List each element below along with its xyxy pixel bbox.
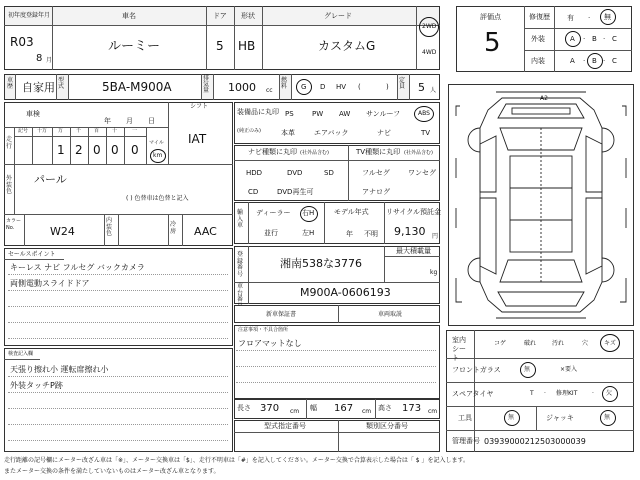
tools-value: 無 [508,414,515,421]
mileage-digit-1: 2 [75,143,83,157]
cooling-label: 冷房 [170,221,177,235]
spare-t: T [530,390,534,397]
interior-b: B [592,57,597,65]
displacement-value: 1000 [228,81,256,94]
spare-kit: 修理KIT [556,390,578,397]
tv-fullseg: フルセグ [362,169,390,177]
width-label: 幅 [310,404,317,412]
glass-none: 無 [524,366,531,373]
first-reg-label: 初年度登録年月 [8,12,51,19]
seat-label: 室内シート [452,336,466,363]
fuel-option-g: G [301,83,307,91]
registration-label: 登録番号 [237,251,244,278]
warranty-new-car: 新車保証書 [266,311,297,318]
fuel-option-hv: HV [336,83,347,91]
shift-label: シフト [190,103,209,110]
score-label: 評価点 [480,13,501,21]
interior-c: C [612,57,617,65]
glass-needs: ×要入 [560,366,578,373]
tv-title: TV種類に丸印 [356,148,401,156]
tv-oneseg: ワンセグ [408,169,436,177]
grade-label: グレード [324,12,352,20]
first-reg-value: R03 [10,35,34,49]
repair-yes: 有 [567,14,574,22]
equipment-ps: PS [285,110,294,118]
seat-koge: コゲ [494,340,507,347]
car-diagram [452,88,630,322]
mileage-digit-0: 1 [57,143,65,157]
sales-points-line2: 両側電動スライドドア [10,279,90,288]
length-unit: cm [290,408,300,415]
fuel-option-close: ) [386,83,389,91]
inspector-label: 検査記入欄 [8,351,34,357]
interior-label: 内装 [531,57,545,65]
inspector-block [4,348,233,452]
model-value: 5BA-M900A [102,80,172,94]
diagram-roof-label: A2 [540,95,548,102]
import-dealer: ディーラー [256,209,291,217]
max-load-label: 最大積載量 [396,247,431,255]
navi-subtitle: (社外品含む) [300,150,329,156]
drive-4wd: 4WD [422,49,437,56]
mileage-head-0: 記号 [18,128,29,134]
chassis-label: 車台番 [237,283,244,304]
grade-value: カスタムG [318,39,376,53]
height-unit: cm [428,408,438,415]
footer-line2: またメーター交換の条件を満たしていないものはメーター改ざん車となります。 [4,468,220,475]
equipment-subtitle: (純正のみ) [237,128,261,134]
glass-label: フロントガラス [452,366,501,374]
cooling-value: AAC [194,225,217,238]
inspection-month-unit: 月 [126,117,133,125]
color-value: パール [34,173,67,186]
seat-yogore: 汚れ [552,340,565,347]
exterior-sep1: · [583,35,586,43]
max-load-unit: kg [430,269,438,276]
interior-color-label: 内装色 [106,217,113,238]
color-note: ( ) 色替車は色替と記入 [126,195,189,202]
mileage-head-4: 百 [94,128,100,134]
inspection-label: 車検 [26,110,40,118]
warranty-manual: 車両取説 [378,311,403,318]
color-no-value: W24 [50,225,75,238]
repair-none: 無 [604,13,611,21]
recycle-label: リサイクル預託金 [386,208,442,216]
chassis-value: M900A-0606193 [300,286,391,299]
mileage-head-2: 万 [58,128,64,134]
class-label: 車歴 [7,77,14,90]
tools-label: 工具 [458,414,472,422]
exterior-c: C [612,35,617,43]
car-name-value: ルーミー [108,39,161,54]
fuel-label: 燃料 [281,77,288,90]
inspection-day-unit: 日 [148,117,155,125]
mileage-unit-km: km [153,152,163,159]
navi-cd: CD [248,188,259,196]
warranty-block [234,305,440,323]
mileage-digit-2: 0 [93,143,101,157]
import-label: 輸入車 [237,209,244,230]
displacement-label: 排気量 [203,75,210,94]
mileage-head-1: 十万 [37,128,48,134]
fuel-option-open: ( [358,83,361,91]
first-reg-month-unit: 月 [46,57,53,64]
shape-label: 形状 [241,12,255,20]
model-label: 型式 [58,77,65,90]
first-reg-month: 8 [36,53,43,64]
exterior-b: B [592,35,597,43]
height-label: 高さ [378,404,392,412]
mileage-head-5: 十 [112,128,118,134]
capacity-unit: 人 [430,87,437,94]
navi-title: ナビ種類に丸印 [248,148,297,156]
repair-sep: · [588,14,591,22]
notes-label: 注意事項・不具合箇所 [238,327,289,333]
model-year-unknown: 不明 [364,230,378,238]
inspector-line2: 外装タッチP跡 [10,381,63,390]
exterior-a: A [570,35,575,43]
model-year-unit: 年 [346,230,353,238]
exterior-label: 外装 [531,35,545,43]
sales-points-line1: キーレス ナビ フルセグ バックカメラ [10,263,145,272]
length-label: 長さ [237,404,251,412]
equipment-sunroof: サンルーフ [366,110,401,118]
spare-sep1: · [544,390,546,397]
class-no-label: 類別区分番号 [366,422,408,430]
repair-label: 修復歴 [529,13,550,21]
mileage-digit-4: 0 [131,143,139,157]
height-value: 173 [402,403,422,414]
drive-2wd: 2WD [422,23,437,30]
seat-ana: 穴 [582,340,589,347]
fuel-option-d: D [320,83,326,91]
seat-yabure: 破れ [524,340,537,347]
exterior-sep2: · [603,35,606,43]
color-no-label: カラーNo. [6,218,22,231]
navi-dvd: DVD [287,169,303,177]
color-label: 外装色 [6,175,13,196]
model-year-label: モデル年式 [334,208,369,216]
length-value: 370 [260,403,280,414]
car-name-label: 車名 [122,12,136,20]
shape-value: HB [238,39,256,53]
doors-label: ドア [213,12,227,20]
equipment-tv: TV [421,129,431,137]
width-value: 167 [334,403,354,414]
tv-analog: アナログ [362,188,390,196]
tv-subtitle: (社外品含む) [404,150,433,156]
interior-a: A [570,57,575,65]
equipment-title: 装備品に丸印 [237,108,279,116]
spare-label: スペアタイヤ [452,390,494,398]
recycle-value: 9,130 [394,225,426,238]
mileage-unit-mile: マイル [149,140,164,146]
mileage-label: 走行 [6,136,13,150]
inspector-line1: 天張り擦れ小 運転席擦れ小 [10,365,109,374]
mgmt-label: 管理番号 [452,437,480,445]
recycle-unit: 円 [432,233,439,240]
notes-value: フロアマットなし [238,339,302,348]
capacity-value: 5 [418,81,425,94]
capacity-label: 定員 [399,77,406,90]
equipment-pw: PW [312,110,324,118]
notes-block [234,325,440,399]
footer-line1: 走行距離の記号欄にメーター改ざん車は「※」、メーター交換車は「$」、走行不明車は「#」を記入してください。メーター交換で合算表示した場合は「 $ 」を記入します。 [4,457,470,464]
navi-sd: SD [324,169,334,177]
equipment-navi: ナビ [377,129,391,137]
class-value: 自家用 [22,81,55,94]
mileage-head-3: 千 [76,128,82,134]
registration-value: 湘南538な3776 [280,257,362,270]
equipment-leather: 本革 [281,129,295,137]
seat-kizu: キズ [604,340,616,347]
jack-label: ジャッキ [546,414,574,422]
inspection-year-unit: 年 [104,117,111,125]
doors-value: 5 [216,39,224,53]
equipment-airbag: エアバック [314,129,349,137]
equipment-abs: ABS [418,110,430,117]
shift-value: IAT [188,132,207,146]
navi-dvd-play: DVD再生可 [277,188,314,196]
mileage-digit-3: 0 [111,143,119,157]
navi-hdd: HDD [246,169,263,177]
mgmt-value: 0393900021250300003​9 [484,437,586,446]
spare-missing: 欠 [606,390,613,397]
width-unit: cm [362,408,372,415]
score-value: 5 [484,28,501,58]
spec-row [4,74,440,100]
mileage-head-6: 一 [132,128,138,134]
import-parallel: 並行 [264,229,278,237]
interior-sep1: · [583,57,586,65]
spare-sep2: · [592,390,594,397]
import-left-h: 左H [302,229,315,237]
sales-points-label: セールスポイント [8,251,56,258]
jack-value: 無 [604,414,611,421]
interior-sep2: · [603,57,606,65]
model-cert-label: 型式指定番号 [264,422,306,430]
equipment-aw: AW [339,110,351,118]
import-right-h: 右H [302,209,315,217]
displacement-unit: cc [266,87,273,94]
